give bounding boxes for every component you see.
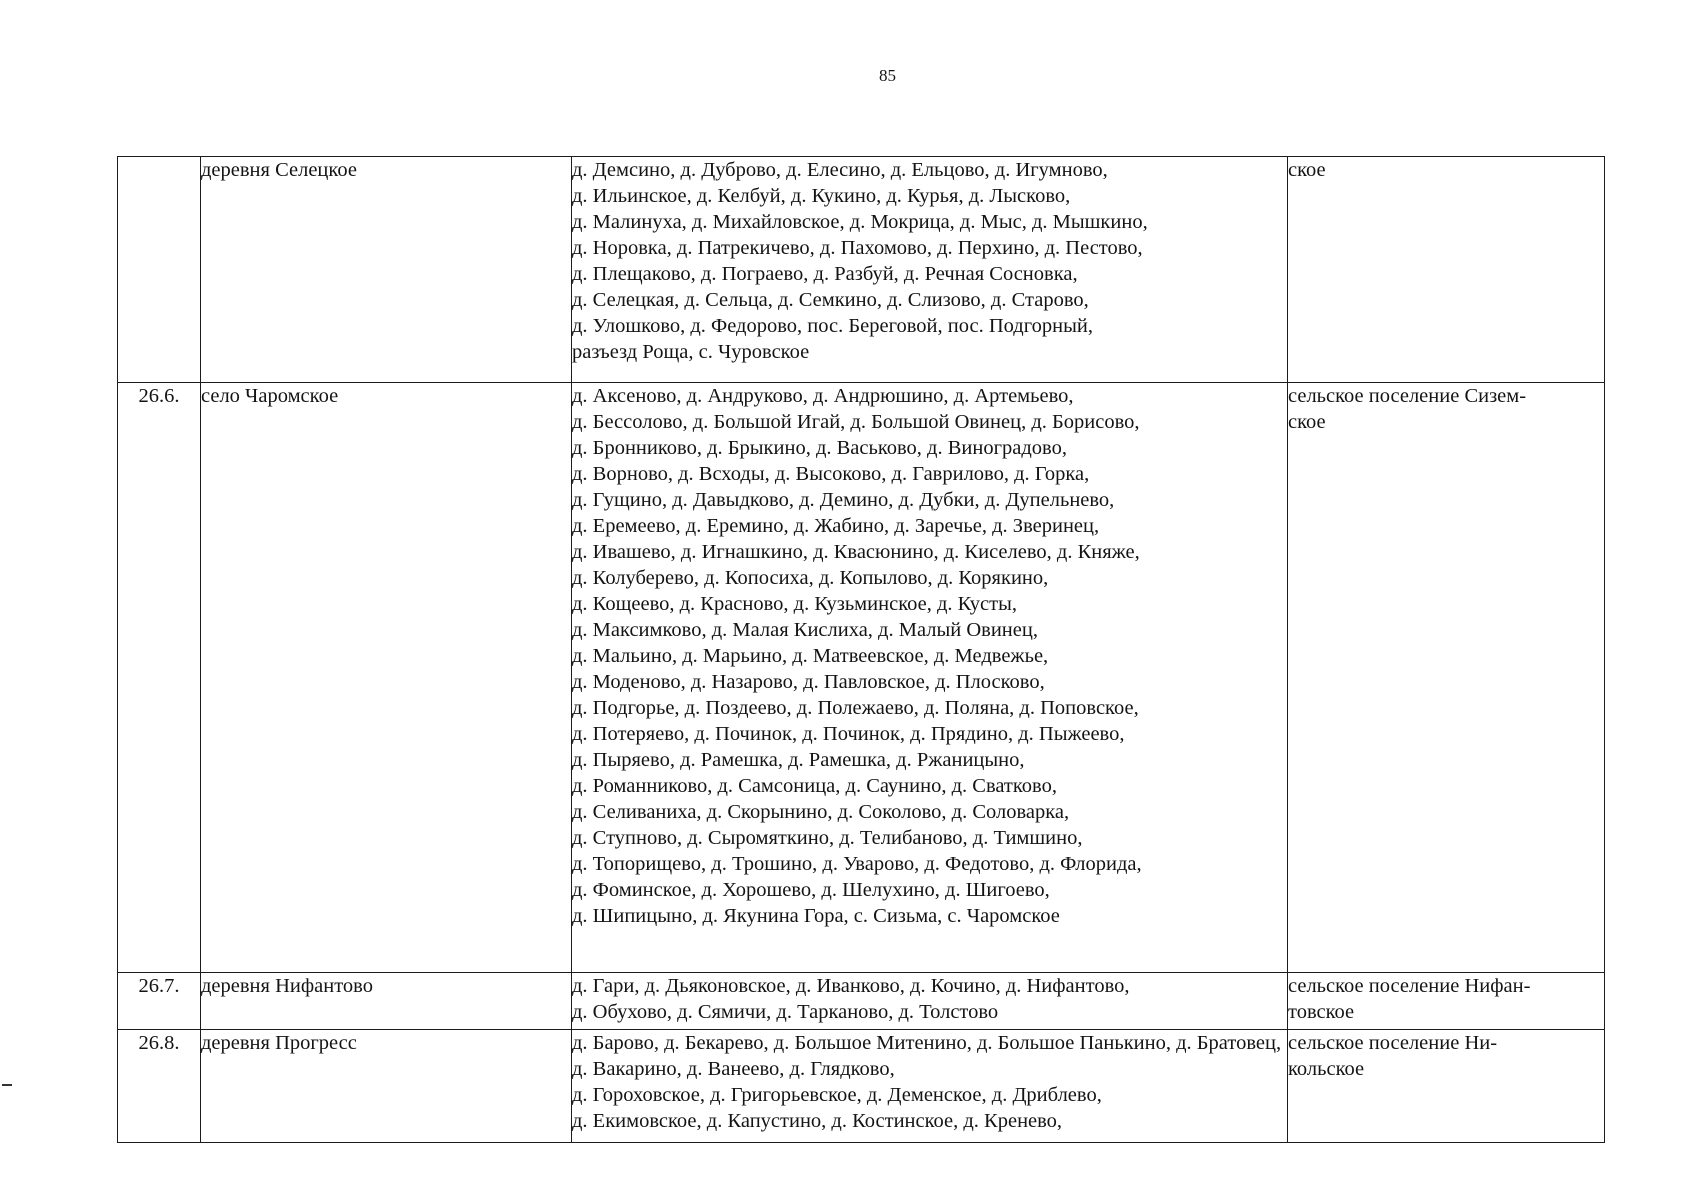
settlement-line: ское <box>1288 411 1326 433</box>
page-number: 85 <box>879 66 896 85</box>
village-list-line: д. Еремеево, д. Еремино, д. Жабино, д. Заречье, д. Зверинец, <box>572 515 1100 537</box>
village-list-line: д. Подгорье, д. Поздеево, д. Полежаево, д. Поляна, д. Поповское, <box>572 697 1139 719</box>
villages-cell <box>572 157 1288 383</box>
table-row <box>118 383 1605 973</box>
village-list-line: д. Пыряево, д. Рамешка, д. Рамешка, д. Ржаницыно, <box>572 749 1025 771</box>
villages-cell <box>572 1030 1288 1143</box>
admin-center-cell: деревня Селецкое <box>201 157 572 383</box>
village-list-line: д. Аксеново, д. Андруково, д. Андрюшино, д. Артемьево, <box>572 385 1074 407</box>
village-list-line: д. Максимково, д. Малая Кислиха, д. Малый Овинец, <box>572 619 1038 641</box>
village-list-line: д. Романниково, д. Самсоница, д. Саунино, д. Сватково, <box>572 775 1057 797</box>
row-number-cell: 26.6. <box>118 383 201 973</box>
settlement-line: ское <box>1288 159 1326 181</box>
village-list-line: д. Плещаково, д. Пограево, д. Разбуй, д. Речная Сосновка, <box>572 263 1078 285</box>
table-row <box>118 1030 1605 1143</box>
village-list-line: д. Улошково, д. Федорово, пос. Береговой, пос. Подгорный, <box>572 315 1093 337</box>
admin-center-cell: деревня Прогресс <box>201 1030 572 1143</box>
settlement-cell <box>1288 383 1605 973</box>
admin-center-cell: деревня Нифантово <box>201 973 572 1030</box>
village-list-line: д. Обухово, д. Сямичи, д. Тарканово, д. Толстово <box>572 1001 999 1023</box>
admin-center-cell: село Чаромское <box>201 383 572 973</box>
settlement-line: кольское <box>1288 1058 1365 1080</box>
village-list-line: д. Норовка, д. Патрекичево, д. Пахомово, д. Перхино, д. Пестово, <box>572 237 1143 259</box>
row-number-cell <box>118 157 201 383</box>
village-list-line: д. Бронниково, д. Брыкино, д. Васьково, д. Виноградово, <box>572 437 1067 459</box>
settlement-cell <box>1288 1030 1605 1143</box>
villages-cell <box>572 973 1288 1030</box>
villages-cell <box>572 383 1288 973</box>
settlements-table <box>117 156 1605 1143</box>
village-list-line: д. Гороховское, д. Григорьевское, д. Деменское, д. Дриблево, <box>572 1084 1102 1106</box>
village-list-line: д. Топорищево, д. Трошино, д. Уварово, д. Федотово, д. Флорида, <box>572 853 1142 875</box>
village-list-line: д. Гари, д. Дьяконовское, д. Иванково, д. Кочино, д. Нифантово, <box>572 975 1130 997</box>
village-list-line: д. Моденово, д. Назарово, д. Павловское, д. Плосково, <box>572 671 1045 693</box>
settlement-line: сельское поселение Нифан- <box>1288 975 1531 997</box>
village-list-line: д. Ворново, д. Всходы, д. Высоково, д. Гаврилово, д. Горка, <box>572 463 1090 485</box>
table-row <box>118 973 1605 1030</box>
village-list-line: д. Екимовское, д. Капустино, д. Костинское, д. Кренево, <box>572 1110 1063 1132</box>
settlement-line: сельское поселение Сизем- <box>1288 385 1527 407</box>
village-list-line: д. Потеряево, д. Починок, д. Починок, д. Прядино, д. Пыжеево, <box>572 723 1125 745</box>
village-list-line: д. Ступново, д. Сыромяткино, д. Телибаново, д. Тимшино, <box>572 827 1083 849</box>
village-list-line: д. Демсино, д. Дуброво, д. Елесино, д. Ельцово, д. Игумново, <box>572 159 1108 181</box>
settlement-line: сельское поселение Ни- <box>1288 1032 1498 1054</box>
row-number-cell: 26.7. <box>118 973 201 1030</box>
village-list-line: д. Селецкая, д. Сельца, д. Семкино, д. Слизово, д. Старово, <box>572 289 1089 311</box>
village-list-line: д. Мальино, д. Марьино, д. Матвеевское, д. Медвежье, <box>572 645 1049 667</box>
village-list-line: д. Колуберево, д. Копосиха, д. Копылово, д. Корякино, <box>572 567 1049 589</box>
village-list-line: д. Барово, д. Бекарево, д. Большое Митенино, д. Большое Панькино, д. Братовец, д. Вакарино, д. Ванеево, д. Глядково, <box>572 1032 1282 1080</box>
margin-mark <box>2 1084 12 1086</box>
row-number-cell: 26.8. <box>118 1030 201 1143</box>
village-list-line: д. Фоминское, д. Хорошево, д. Шелухино, д. Шигоево, <box>572 879 1050 901</box>
village-list-line: д. Гущино, д. Давыдково, д. Демино, д. Дубки, д. Дупельнево, <box>572 489 1115 511</box>
village-list-line: д. Ильинское, д. Келбуй, д. Кукино, д. Курья, д. Лысково, <box>572 185 1071 207</box>
village-list-line: д. Шипицыно, д. Якунина Гора, с. Сизьма, с. Чаромское <box>572 905 1060 927</box>
settlement-cell <box>1288 157 1605 383</box>
settlement-cell <box>1288 973 1605 1030</box>
settlement-line: товское <box>1288 1001 1355 1023</box>
village-list-line: разъезд Роща, с. Чуровское <box>572 341 810 363</box>
village-list-line: д. Селиваниха, д. Скорынино, д. Соколово, д. Соловарка, <box>572 801 1070 823</box>
village-list-line: д. Ивашево, д. Игнашкино, д. Квасюнино, д. Киселево, д. Княже, <box>572 541 1140 563</box>
table-row <box>118 157 1605 383</box>
village-list-line: д. Малинуха, д. Михайловское, д. Мокрица, д. Мыс, д. Мышкино, <box>572 211 1148 233</box>
village-list-line: д. Бессолово, д. Большой Игай, д. Большой Овинец, д. Борисово, <box>572 411 1140 433</box>
village-list-line: д. Кощеево, д. Красново, д. Кузьминское, д. Кусты, <box>572 593 1017 615</box>
